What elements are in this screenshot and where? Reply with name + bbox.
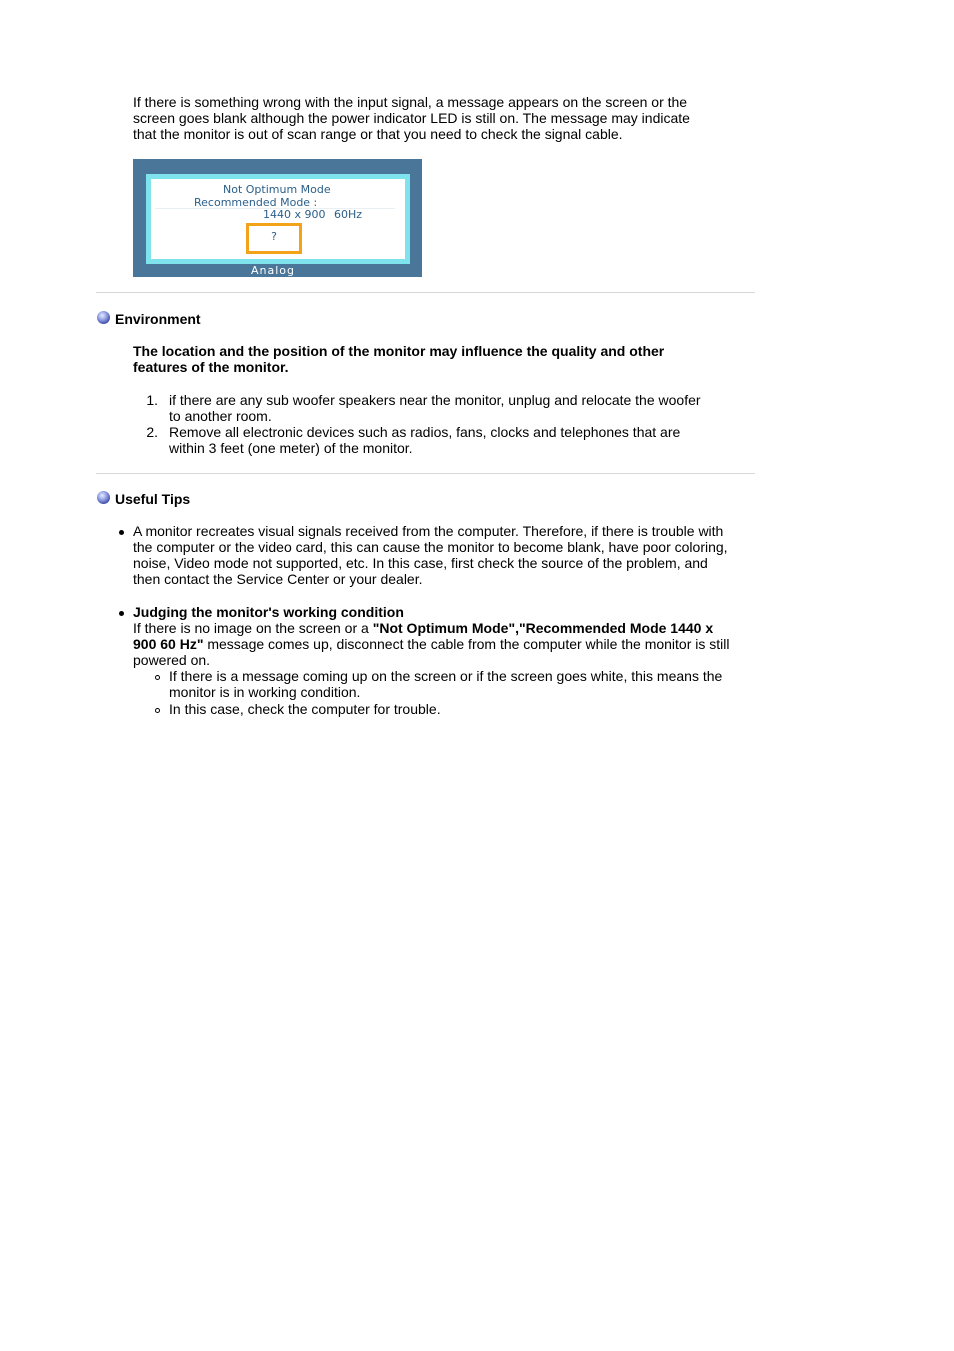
tip-item: [133, 523, 773, 587]
list-number: 1.: [146, 392, 158, 408]
tip-line: [133, 636, 773, 652]
tip-text: message comes up, disconnect the cable from the computer while the monitor is still: [203, 636, 730, 652]
tip-bold-text: "Not Optimum Mode","Recommended Mode 1440 x: [372, 620, 714, 636]
tips-title: Useful Tips: [115, 491, 191, 507]
question-mark-icon: ?: [271, 230, 277, 243]
intro-line: that the monitor is out of scan range or that you need to check the signal cable.: [133, 126, 623, 142]
list-item: [169, 424, 769, 456]
osd-not-optimum-text: Not Optimum Mode: [223, 183, 331, 196]
sub-bullet-icon: [155, 675, 160, 680]
tip-heading: Judging the monitor's working condition: [133, 604, 404, 620]
section-bullet-icon: [97, 491, 110, 504]
sub-bullet-icon: [155, 708, 160, 713]
sub-item: [169, 668, 769, 700]
intro-paragraph: [133, 94, 773, 142]
lead-line: The location and the position of the monitor may influence the quality and other: [133, 343, 665, 359]
osd-analog-label: Analog: [250, 264, 295, 277]
list-number: 2.: [146, 424, 158, 440]
osd-question-box: [246, 223, 302, 254]
sub-item-line: If there is a message coming up on the screen or if the screen goes white, this means the: [169, 668, 723, 684]
osd-resolution-text: 1440 x 900: [263, 208, 326, 221]
bullet-icon: [119, 611, 124, 616]
tip-line: noise, Video mode not supported, etc. In this case, first check the source of the problem, and: [133, 555, 708, 571]
section-bullet-icon: [97, 311, 110, 324]
sub-item-line: In this case, check the computer for trouble.: [169, 701, 441, 717]
tip-line: then contact the Service Center or your dealer.: [133, 571, 423, 587]
tip-line: the computer or the video card, this can cause the monitor to become blank, have poor coloring,: [133, 539, 728, 555]
section-divider: [96, 473, 755, 474]
sub-item: [169, 701, 769, 717]
environment-title: Environment: [115, 311, 201, 327]
tip-item: [133, 604, 773, 668]
tip-line: powered on.: [133, 652, 211, 668]
list-item-line: Remove all electronic devices such as radios, fans, clocks and telephones that are: [169, 424, 681, 440]
list-item-line: to another room.: [169, 408, 272, 424]
tip-line: A monitor recreates visual signals received from the computer. Therefore, if there is trouble with: [133, 523, 724, 539]
list-item-line: if there are any sub woofer speakers near the monitor, unplug and relocate the woofer: [169, 392, 701, 408]
bullet-icon: [119, 530, 124, 535]
lead-line: features of the monitor.: [133, 359, 289, 375]
list-item: [169, 392, 769, 424]
environment-lead: [133, 343, 753, 375]
intro-line: screen goes blank although the power indicator LED is still on. The message may indicate: [133, 110, 690, 126]
tip-text: If there is no image on the screen or a: [133, 620, 373, 636]
tip-line: [133, 620, 773, 636]
intro-line: If there is something wrong with the input signal, a message appears on the screen or the: [133, 94, 688, 110]
osd-recommended-text: Recommended Mode :: [194, 196, 318, 209]
tip-bold-text: 900 60 Hz": [133, 636, 204, 652]
list-item-line: within 3 feet (one meter) of the monitor.: [169, 440, 413, 456]
section-divider: [96, 292, 755, 293]
sub-item-line: monitor is in working condition.: [169, 684, 361, 700]
osd-refresh-text: 60Hz: [334, 208, 363, 221]
